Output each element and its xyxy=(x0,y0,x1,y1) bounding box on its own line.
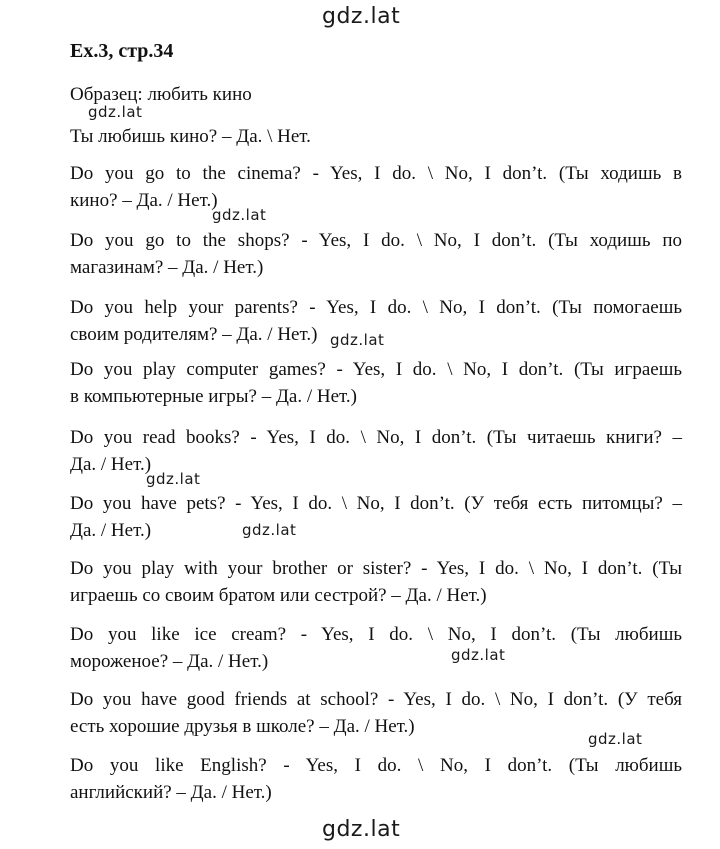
sample-label: Образец: любить кино xyxy=(70,84,252,105)
item-line-2: английский? – Да. / Нет.) xyxy=(70,782,272,803)
item-line-2: магазинам? – Да. / Нет.) xyxy=(70,257,264,278)
item-line-2: своим родителям? – Да. / Нет.) xyxy=(70,324,318,345)
watermark-item: gdz.lat xyxy=(330,331,385,349)
item-line-1: Do you help your parents? - Yes, I do. \ No, I don’t. (Ты помогаешь xyxy=(70,297,682,318)
item-line-2: мороженое? – Да. / Нет.) xyxy=(70,651,269,672)
watermark-item: gdz.lat xyxy=(242,521,297,539)
item-line-1: Do you like ice cream? - Yes, I do. \ No, I don’t. (Ты любишь xyxy=(70,624,682,645)
watermark-item: gdz.lat xyxy=(212,206,267,224)
exercise-item xyxy=(70,752,682,806)
item-line-2: в компьютерные игры? – Да. / Нет.) xyxy=(70,386,357,407)
item-line-1: Do you read books? - Yes, I do. \ No, I don’t. (Ты читаешь книги? – xyxy=(70,427,682,448)
exercise-item xyxy=(70,227,682,281)
watermark-item: gdz.lat xyxy=(451,646,506,664)
exercise-item xyxy=(70,555,682,609)
item-line-2: Да. / Нет.) xyxy=(70,454,152,475)
item-line-2: есть хорошие друзья в школе? – Да. / Нет.) xyxy=(70,716,415,737)
watermark-top: gdz.lat xyxy=(322,4,401,29)
exercise-title: Ex.3, стр.34 xyxy=(70,40,174,62)
exercise-item xyxy=(70,490,682,544)
watermark-item: gdz.lat xyxy=(146,470,201,488)
item-line-1: Do you have pets? - Yes, I do. \ No, I don’t. (У тебя есть питомцы? – xyxy=(70,493,682,514)
watermark-item: gdz.lat xyxy=(588,730,643,748)
item-line-1: Do you go to the shops? - Yes, I do. \ No, I don’t. (Ты ходишь по xyxy=(70,230,682,251)
watermark-sample: gdz.lat xyxy=(88,103,143,121)
item-line-2: играешь со своим братом или сестрой? – Да. / Нет.) xyxy=(70,585,487,606)
watermark-bottom: gdz.lat xyxy=(322,817,401,842)
sample-answer: Ты любишь кино? – Да. \ Нет. xyxy=(70,126,311,147)
item-line-1: Do you like English? - Yes, I do. \ No, I don’t. (Ты любишь xyxy=(70,755,682,776)
exercise-item xyxy=(70,160,682,214)
item-line-2: кино? – Да. / Нет.) xyxy=(70,190,218,211)
item-line-1: Do you play computer games? - Yes, I do. \ No, I don’t. (Ты играешь xyxy=(70,359,682,380)
item-line-1: Do you have good friends at school? - Yes, I do. \ No, I don’t. (У тебя xyxy=(70,689,682,710)
item-line-1: Do you go to the cinema? - Yes, I do. \ No, I don’t. (Ты ходишь в xyxy=(70,163,682,184)
exercise-item xyxy=(70,621,682,675)
item-line-2: Да. / Нет.) xyxy=(70,520,152,541)
item-line-1: Do you play with your brother or sister? - Yes, I do. \ No, I don’t. (Ты xyxy=(70,558,682,579)
exercise-item xyxy=(70,356,682,410)
